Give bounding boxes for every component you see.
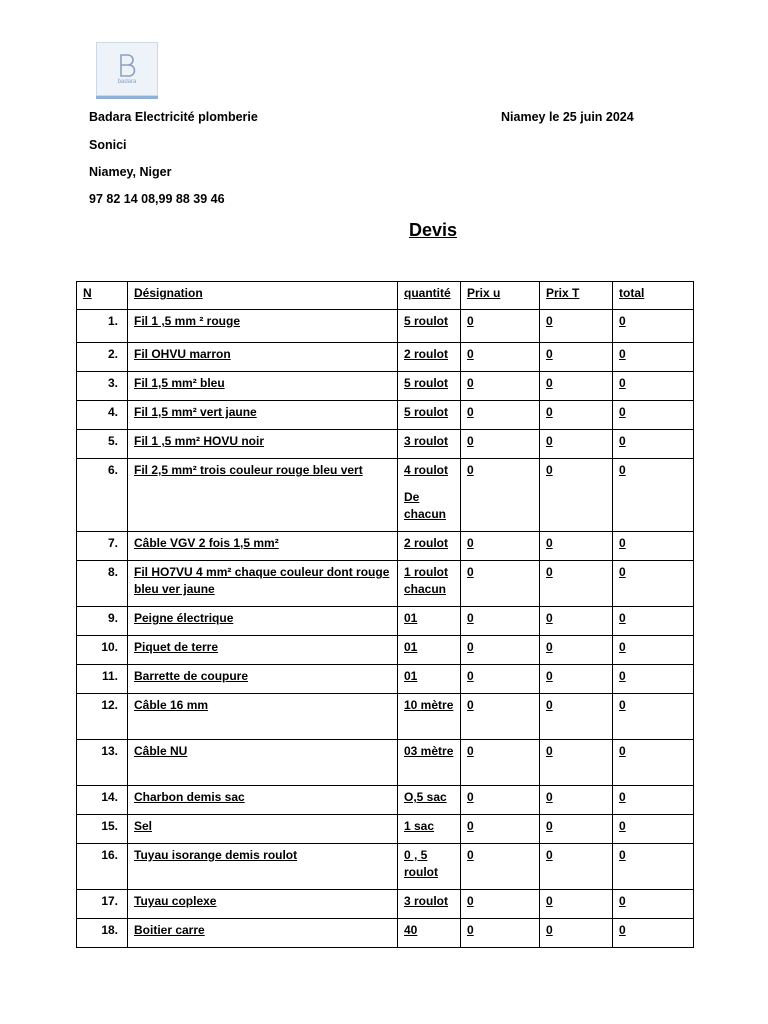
price-total-cell: 0 — [540, 919, 613, 948]
designation-cell: Fil OHVU marron — [128, 343, 398, 372]
price-total-cell: 0 — [540, 815, 613, 844]
total-cell: 0 — [613, 310, 694, 343]
price-total-cell: 0 — [540, 636, 613, 665]
quantity-cell: 5 roulot — [398, 372, 461, 401]
table-row — [77, 401, 694, 430]
row-number: 16. — [77, 844, 128, 890]
logo-wordmark: badara — [117, 79, 137, 85]
unit-price-cell: 0 — [461, 310, 540, 343]
unit-price-cell: 0 — [461, 343, 540, 372]
quantity-cell: 5 roulot — [398, 401, 461, 430]
quantity-cell: O,5 sac — [398, 786, 461, 815]
designation-cell: Câble 16 mm — [128, 694, 398, 740]
unit-price-cell: 0 — [461, 786, 540, 815]
column-header: Désignation — [128, 282, 398, 310]
total-cell: 0 — [613, 919, 694, 948]
designation-cell: Peigne électrique — [128, 607, 398, 636]
unit-price-cell: 0 — [461, 665, 540, 694]
unit-price-cell: 0 — [461, 694, 540, 740]
phone-numbers: 97 82 14 08,99 88 39 46 — [89, 192, 225, 206]
designation-cell: Câble VGV 2 fois 1,5 mm² — [128, 532, 398, 561]
unit-price-cell: 0 — [461, 607, 540, 636]
row-number: 11. — [77, 665, 128, 694]
unit-price-cell: 0 — [461, 561, 540, 607]
table-row — [77, 372, 694, 401]
row-number: 6. — [77, 459, 128, 532]
unit-price-cell: 0 — [461, 636, 540, 665]
quantity-cell: 01 — [398, 636, 461, 665]
company-name: Badara Electricité plomberie — [89, 110, 258, 124]
designation-cell: Tuyau isorange demis roulot — [128, 844, 398, 890]
designation-cell: Fil 1 ,5 mm² HOVU noir — [128, 430, 398, 459]
price-total-cell: 0 — [540, 310, 613, 343]
column-header: Prix u — [461, 282, 540, 310]
total-cell: 0 — [613, 401, 694, 430]
table-row — [77, 561, 694, 607]
total-cell: 0 — [613, 561, 694, 607]
unit-price-cell: 0 — [461, 459, 540, 532]
quantity-cell: 40 — [398, 919, 461, 948]
designation-cell: Fil HO7VU 4 mm² chaque couleur dont rouge bleu ver jaune — [128, 561, 398, 607]
designation-cell: Fil 2,5 mm² trois couleur rouge bleu vert — [128, 459, 398, 532]
price-total-cell: 0 — [540, 532, 613, 561]
company-logo — [96, 42, 158, 96]
table-row — [77, 459, 694, 532]
row-number: 1. — [77, 310, 128, 343]
table-row — [77, 844, 694, 890]
document-title: Devis — [408, 220, 458, 240]
table-row — [77, 740, 694, 786]
price-total-cell: 0 — [540, 561, 613, 607]
quantity-cell: 5 roulot — [398, 310, 461, 343]
designation-cell: Boitier carre — [128, 919, 398, 948]
total-cell: 0 — [613, 694, 694, 740]
table-header-row — [77, 282, 694, 310]
unit-price-cell: 0 — [461, 401, 540, 430]
quantity-cell: 1 sac — [398, 815, 461, 844]
unit-price-cell: 0 — [461, 844, 540, 890]
row-number: 8. — [77, 561, 128, 607]
unit-price-cell: 0 — [461, 815, 540, 844]
location: Niamey, Niger — [89, 165, 172, 179]
row-number: 13. — [77, 740, 128, 786]
total-cell: 0 — [613, 372, 694, 401]
price-total-cell: 0 — [540, 343, 613, 372]
total-cell: 0 — [613, 532, 694, 561]
row-number: 9. — [77, 607, 128, 636]
quantity-cell: 01 — [398, 607, 461, 636]
designation-cell: Charbon demis sac — [128, 786, 398, 815]
unit-price-cell: 0 — [461, 430, 540, 459]
row-number: 12. — [77, 694, 128, 740]
total-cell: 0 — [613, 636, 694, 665]
total-cell: 0 — [613, 786, 694, 815]
price-total-cell: 0 — [540, 786, 613, 815]
price-total-cell: 0 — [540, 430, 613, 459]
total-cell: 0 — [613, 459, 694, 532]
total-cell: 0 — [613, 815, 694, 844]
designation-cell: Sel — [128, 815, 398, 844]
quantity-cell: 3 roulot — [398, 890, 461, 919]
total-cell: 0 — [613, 890, 694, 919]
quantity-note: De chacun — [404, 490, 447, 521]
price-total-cell: 0 — [540, 890, 613, 919]
date-line: Niamey le 25 juin 2024 — [501, 110, 634, 124]
quantity-cell: 2 roulot — [398, 343, 461, 372]
row-number: 10. — [77, 636, 128, 665]
table-row — [77, 665, 694, 694]
column-header: total — [613, 282, 694, 310]
unit-price-cell: 0 — [461, 740, 540, 786]
column-header: quantité — [398, 282, 461, 310]
designation-cell: Piquet de terre — [128, 636, 398, 665]
total-cell: 0 — [613, 343, 694, 372]
quantity-cell: 3 roulot — [398, 430, 461, 459]
table-row — [77, 532, 694, 561]
designation-cell: Fil 1 ,5 mm ² rouge — [128, 310, 398, 343]
row-number: 3. — [77, 372, 128, 401]
row-number: 4. — [77, 401, 128, 430]
client-name: Sonici — [89, 138, 127, 152]
quantity-cell: 1 roulot chacun — [398, 561, 461, 607]
quantity-cell: 2 roulot — [398, 532, 461, 561]
table-row — [77, 430, 694, 459]
row-number: 17. — [77, 890, 128, 919]
row-number: 7. — [77, 532, 128, 561]
total-cell: 0 — [613, 430, 694, 459]
total-cell: 0 — [613, 607, 694, 636]
total-cell: 0 — [613, 844, 694, 890]
row-number: 14. — [77, 786, 128, 815]
total-cell: 0 — [613, 740, 694, 786]
quantity-cell: 01 — [398, 665, 461, 694]
table-row — [77, 310, 694, 343]
table-row — [77, 607, 694, 636]
designation-cell: Fil 1,5 mm² bleu — [128, 372, 398, 401]
price-total-cell: 0 — [540, 665, 613, 694]
total-cell: 0 — [613, 665, 694, 694]
price-total-cell: 0 — [540, 694, 613, 740]
unit-price-cell: 0 — [461, 372, 540, 401]
designation-cell: Barrette de coupure — [128, 665, 398, 694]
row-number: 2. — [77, 343, 128, 372]
row-number: 18. — [77, 919, 128, 948]
table-row — [77, 919, 694, 948]
designation-cell: Fil 1,5 mm² vert jaune — [128, 401, 398, 430]
price-total-cell: 0 — [540, 459, 613, 532]
quantity-cell: 10 mètre — [398, 694, 461, 740]
row-number: 15. — [77, 815, 128, 844]
column-header: Prix T — [540, 282, 613, 310]
quantity-cell: 0 , 5 roulot — [398, 844, 461, 890]
designation-cell: Tuyau coplexe — [128, 890, 398, 919]
unit-price-cell: 0 — [461, 890, 540, 919]
unit-price-cell: 0 — [461, 919, 540, 948]
price-total-cell: 0 — [540, 844, 613, 890]
price-total-cell: 0 — [540, 401, 613, 430]
table-row — [77, 343, 694, 372]
price-total-cell: 0 — [540, 372, 613, 401]
table-row — [77, 636, 694, 665]
quantity-cell: 4 roulot De chacun — [398, 459, 461, 532]
price-total-cell: 0 — [540, 607, 613, 636]
quantity-cell: 03 mètre — [398, 740, 461, 786]
price-total-cell: 0 — [540, 740, 613, 786]
table-row — [77, 890, 694, 919]
column-header: N — [77, 282, 128, 310]
table-row — [77, 815, 694, 844]
letter-b-logo-icon — [116, 52, 138, 78]
row-number: 5. — [77, 430, 128, 459]
table-row — [77, 786, 694, 815]
unit-price-cell: 0 — [461, 532, 540, 561]
table-row — [77, 694, 694, 740]
designation-cell: Câble NU — [128, 740, 398, 786]
quote-table — [76, 281, 694, 948]
